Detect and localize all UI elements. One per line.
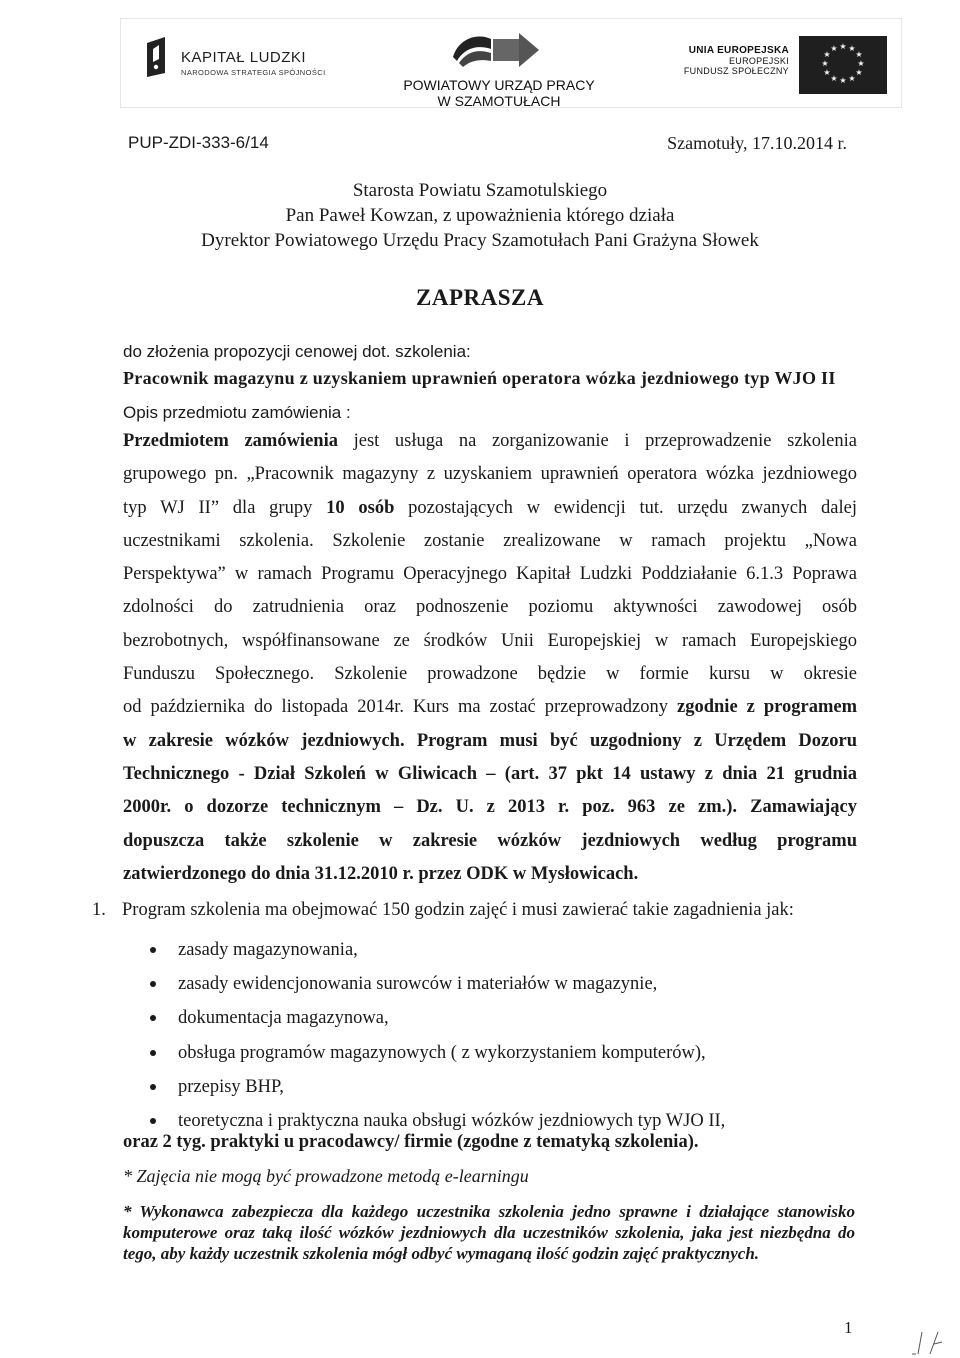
paragraph-line: uczestnikami szkolenia. Szkolenie zostanie zrealizowane w ramach projektu „Nowa [123,530,857,551]
paragraph-line: od października do listopada 2014r. Kurs ma zostać przeprowadzony zgodnie z programem [123,697,858,718]
list-item: przepisy BHP, [150,1070,725,1104]
labour-office-logo-icon [439,27,543,75]
list-item: zasady magazynowania, [150,933,725,967]
bullet-icon [150,1050,156,1056]
practice-line: oraz 2 tyg. praktyki u pracodawcy/ firmie (zgodne z tematyką szkolenia). [123,1132,699,1152]
footnote-elearning: * Zajęcia nie mogą być prowadzone metodą e-learningu [123,1166,529,1186]
description-label: Opis przedmiotu zamówienia : [123,403,351,422]
bullet-icon [150,981,156,987]
addressee-line-1: Starosta Powiatu Szamotulskiego [352,180,608,201]
labour-office-name: POWIATOWY URZĄD PRACY W SZAMOTUŁACH [403,77,595,109]
kapital-ludzki-subtitle: NARODOWA STRATEGIA SPÓJNOŚCI [181,68,326,77]
svg-text:★: ★ [848,74,856,83]
paragraph-line: Perspektywa” w ramach Programu Operacyjnego Kapitał Ludzki Poddziałanie 6.1.3 Poprawa [123,564,857,585]
topics-list [150,933,725,1138]
document-heading: ZAPRASZA [416,285,544,310]
svg-text:★: ★ [823,68,831,77]
svg-text:★: ★ [839,76,847,85]
paragraph-line: bezrobotnych, współfinansowane ze środków Unii Europejskiej w ramach Europejskiego [123,630,857,651]
svg-text:★: ★ [839,42,847,51]
footnote-equipment: * Wykonawca zabezpiecza dla każdego uczestnika szkolenia jedno sprawne i działające stanowisko komputerowe oraz taką ilość wózków jezdniowych dla uczestników szkolenia, jaka jest niezbędna do tego, aby każdy uczestnik szkolenia mógł odbyć wymaganą ilość godzin zajęć praktycznych. [123,1202,855,1263]
paragraph-line: dopuszcza także szkolenie w zakresie wózków jezdniowych według programu [123,830,857,851]
addressee-line-3: Dyrektor Powiatowego Urzędu Pracy Szamotułach Pani Grażyna Słowek [201,230,759,251]
kapital-ludzki-title: KAPITAŁ LUDZKI [181,49,307,66]
svg-text:★: ★ [823,50,831,59]
kapital-ludzki-logo-icon [143,35,169,79]
bullet-icon [150,1118,156,1124]
eu-flag-icon [799,36,887,94]
paragraph-line: Przedmiotem zamówienia jest usługa na zorganizowanie i przeprowadzenie szkolenia [123,431,857,451]
addressee-line-2: Pan Paweł Kowzan, z upoważnienia którego działa [285,205,675,226]
svg-text:★: ★ [848,44,856,53]
list-item: teoretyczna i praktyczna nauka obsługi wózków jezdniowych typ WJO II, [150,1104,725,1138]
paragraph-line: typ WJ II” dla grupy 10 osób pozostających w ewidencji tut. urzędu zwanych dalej [123,497,857,518]
item-number: 1. [92,900,106,920]
svg-text:★: ★ [830,74,838,83]
header-banner [120,18,902,108]
handwritten-mark-icon [900,1320,960,1358]
description-paragraph [123,425,857,891]
paragraph-line: Funduszu Społecznego. Szkolenie prowadzone będzie w formie kursu w okresie [123,664,857,685]
svg-text:★: ★ [830,44,838,53]
paragraph-line: 2000r. o dozorze technicznym – Dz. U. z 2013 r. poz. 963 ze zm.). Zamawiający [123,797,857,818]
list-item: zasady ewidencjonowania surowców i materiałów w magazynie, [150,967,725,1001]
svg-text:★: ★ [821,59,829,68]
list-item: obsługa programów magazynowych ( z wykorzystaniem komputerów), [150,1036,725,1070]
document-date: Szamotuły, 17.10.2014 r. [667,133,847,153]
svg-text:★: ★ [855,50,863,59]
bullet-icon [150,1015,156,1021]
svg-text:★: ★ [857,59,865,68]
bullet-icon [150,947,156,953]
course-title: Pracownik magazynu z uzyskaniem uprawnień operatora wózka jezdniowego typ WJO II [123,368,836,388]
list-item: dokumentacja magazynowa, [150,1001,725,1035]
paragraph-line: zatwierdzonego do dnia 31.12.2010 r. przez ODK w Mysłowicach. [123,863,639,884]
eu-fund-label: UNIA EUROPEJSKA EUROPEJSKI FUNDUSZ SPOŁECZNY [683,45,789,76]
paragraph-line: zdolności do zatrudnienia oraz podnoszenie poziomu aktywności zawodowej osób [123,597,857,618]
paragraph-line: grupowego pn. „Pracownik magazyny z uzyskaniem uprawnień operatora wózka jezdniowego [123,464,857,485]
intro-line: do złożenia propozycji cenowej dot. szkolenia: [123,342,471,361]
paragraph-line: Technicznego - Dział Szkoleń w Gliwicach – (art. 37 pkt 14 ustawy z dnia 21 grudnia [123,763,857,784]
bullet-icon [150,1084,156,1090]
item-text: Program szkolenia ma obejmować 150 godzin zajęć i musi zawierać takie zagadnienia jak: [122,900,794,920]
svg-text:★: ★ [855,68,863,77]
document-reference: PUP-ZDI-333-6/14 [128,133,269,152]
paragraph-line: w zakresie wózków jezdniowych. Program musi być uzgodniony z Urzędem Dozoru [123,730,857,751]
page-number: 1 [844,1318,853,1337]
